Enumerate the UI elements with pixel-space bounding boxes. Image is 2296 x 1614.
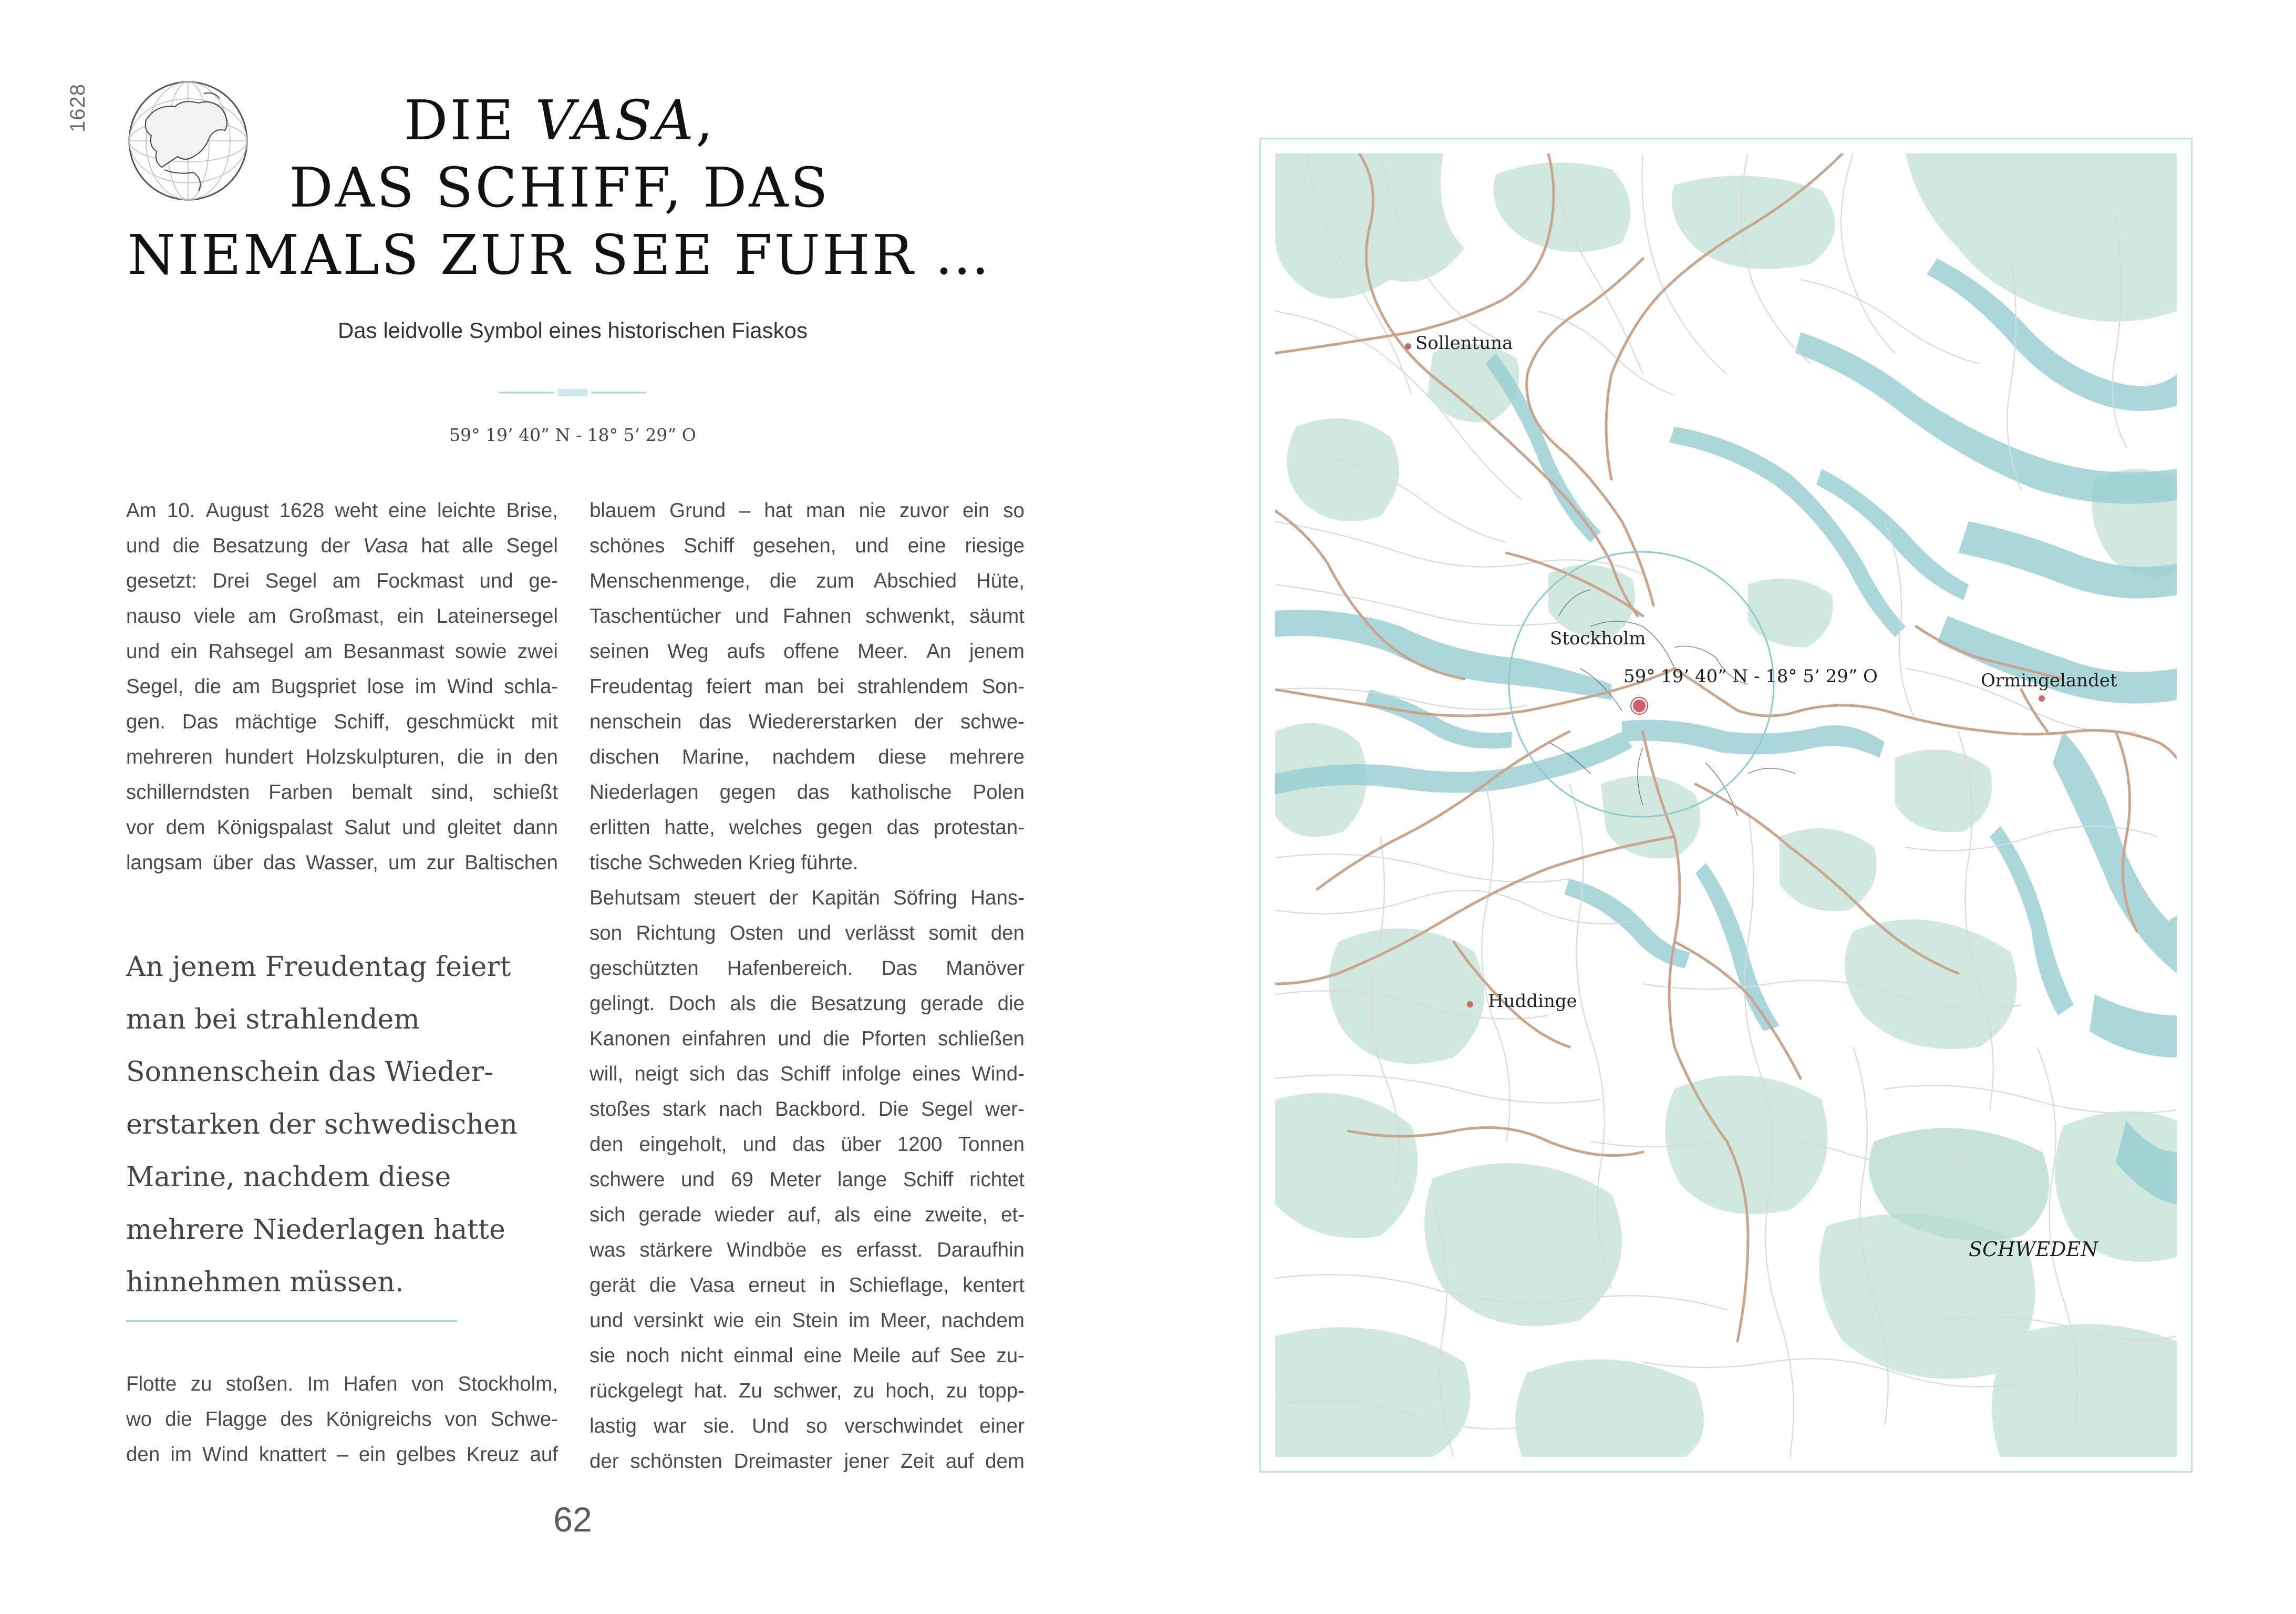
body-text-line: was stärkere Windböe es erfasst. Daraufhin [589, 1239, 1025, 1261]
body-text-line: sich gerade wieder auf, als eine zweite, et- [589, 1204, 1025, 1226]
pull-quote-line: mehrere Niederlagen hatte [126, 1214, 505, 1246]
pull-quote-rule [126, 1320, 457, 1322]
body-text-line: gelingt. Doch als die Besatzung gerade die [589, 992, 1025, 1015]
coordinates: 59° 19’ 40” N - 18° 5’ 29” O [449, 425, 696, 445]
map-label-country: SCHWEDEN [1969, 1238, 2098, 1261]
body-text-line: blauem Grund – hat man nie zuvor ein so [589, 499, 1025, 522]
body-text-line: Flotte zu stoßen. Im Hafen von Stockholm, [126, 1373, 558, 1395]
body-text-left-top [126, 493, 558, 880]
page-number: 62 [553, 1500, 592, 1539]
body-text-line: Menschenmenge, die zum Abschied Hüte, [589, 570, 1025, 592]
body-text-line: Kanonen einfahren und die Pforten schließen [589, 1027, 1025, 1050]
year-label: 1628 [66, 83, 89, 132]
title-line1-pre: DIE [404, 88, 535, 152]
body-text-line: nauso viele am Großmast, ein Lateinersegel [126, 605, 558, 628]
body-text-line: langsam über das Wasser, um zur Baltischen [126, 851, 558, 874]
subtitle: Das leidvolle Symbol eines historischen Fiaskos [337, 318, 808, 343]
body-text-line: Segel, die am Bugspriet lose im Wind schla- [126, 675, 558, 698]
body-text-line: lastig war sie. Und so verschwindet einer [589, 1415, 1025, 1437]
body-text-line: den eingeholt, und das über 1200 Tonnen [589, 1133, 1025, 1156]
body-text-line: stoßes stark nach Backbord. Die Segel wer- [589, 1098, 1025, 1120]
pull-quote [126, 941, 518, 1309]
body-text-line: son Richtung Osten und verlässt somit den [589, 922, 1025, 944]
body-text-line: und ein Rahsegel am Besanmast sowie zwei [126, 640, 558, 663]
map-marker-ormingelandet [2039, 695, 2045, 702]
ornament-divider [499, 387, 646, 398]
body-text-line: Freudentag feiert man bei strahlendem Son- [589, 675, 1025, 698]
map-artwork [1275, 153, 2177, 1457]
body-text-line: der schönsten Dreimaster jener Zeit auf dem [589, 1450, 1025, 1473]
body-text-line: nenschein das Wiedererstarken der schwe- [589, 711, 1025, 733]
body-text-line: seinen Weg aufs offene Meer. An jenem [589, 640, 1025, 663]
body-text-line: schillerndsten Farben bemalt sind, schießt [126, 781, 558, 804]
map [1275, 153, 2177, 1457]
body-text-line: Am 10. August 1628 weht eine leichte Brise, [126, 499, 558, 522]
page-title [126, 87, 993, 289]
body-text-line: schwere und 69 Meter lange Schiff richtet [589, 1168, 1025, 1191]
body-text-line: gerät die Vasa erneut in Schieflage, kentert [589, 1274, 1025, 1297]
body-text-line: dischen Marine, nachdem diese mehrere [589, 746, 1025, 768]
pull-quote-line: Marine, nachdem diese [126, 1161, 451, 1193]
body-text-line: schönes Schiff gesehen, und eine riesige [589, 534, 1025, 557]
map-label-huddinge: Huddinge [1488, 991, 1577, 1012]
title-line2: DAS SCHIFF, DAS [289, 156, 830, 220]
body-text-line: den im Wind knattert – ein gelbes Kreuz auf [126, 1443, 558, 1466]
body-text-right [589, 493, 1025, 1479]
body-text-line: und versinkt wie ein Stein im Meer, nachdem [589, 1309, 1025, 1332]
map-marker-huddinge [1467, 1001, 1473, 1008]
title-line1-post: , [695, 88, 716, 152]
body-text-line: und die Besatzung der Vasa hat alle Segel [126, 534, 558, 557]
map-label-stockholm: Stockholm [1550, 628, 1646, 649]
map-marker-sollentuna [1405, 343, 1411, 349]
body-text-line: gen. Das mächtige Schiff, geschmückt mit [126, 711, 558, 733]
pull-quote-line: erstarken der schwedischen [126, 1109, 518, 1140]
map-label-ormingelandet: Ormingelandet [1981, 670, 2117, 691]
body-text-line: wo die Flagge des Königreichs von Schwe- [126, 1408, 558, 1431]
body-text-line: sie noch nicht einmal eine Meile auf See zu- [589, 1344, 1025, 1367]
body-text-line: Behutsam steuert der Kapitän Söfring Hans- [589, 887, 1025, 909]
pull-quote-line: hinnehmen müssen. [126, 1267, 404, 1298]
title-ship-name: VASA [535, 88, 696, 152]
body-text-line: Taschentücher und Fahnen schwenkt, säumt [589, 605, 1025, 628]
pull-quote-line: Sonnenschein das Wieder- [126, 1056, 493, 1088]
map-label-sollentuna: Sollentuna [1415, 333, 1513, 354]
body-text-left-bottom [126, 1366, 558, 1472]
body-text-line: gesetzt: Drei Segel am Fockmast und ge- [126, 570, 558, 592]
body-text-line: vor dem Königspalast Salut und gleitet dann [126, 816, 558, 839]
pull-quote-line: man bei strahlendem [126, 1004, 420, 1035]
body-text-line: Niederlagen gegen das katholische Polen [589, 781, 1025, 804]
body-text-line: rückgelegt hat. Zu schwer, zu hoch, zu topp- [589, 1380, 1025, 1402]
body-text-line: tische Schweden Krieg führte. [589, 851, 859, 874]
title-line3: NIEMALS ZUR SEE FUHR … [127, 223, 992, 287]
body-text-line: mehreren hundert Holzskulpturen, die in den [126, 746, 558, 768]
map-location-pin [1631, 698, 1647, 714]
body-text-line: erlitten hatte, welches gegen das protestan- [589, 816, 1025, 839]
map-label-coordinates: 59° 19’ 40” N - 18° 5’ 29” O [1623, 666, 1878, 687]
year-tab [62, 79, 94, 137]
body-text-line: geschützten Hafenbereich. Das Manöver [589, 957, 1025, 980]
body-text-line: will, neigt sich das Schiff infolge eines Wind- [589, 1063, 1025, 1085]
pull-quote-line: An jenem Freudentag feiert [126, 951, 511, 983]
